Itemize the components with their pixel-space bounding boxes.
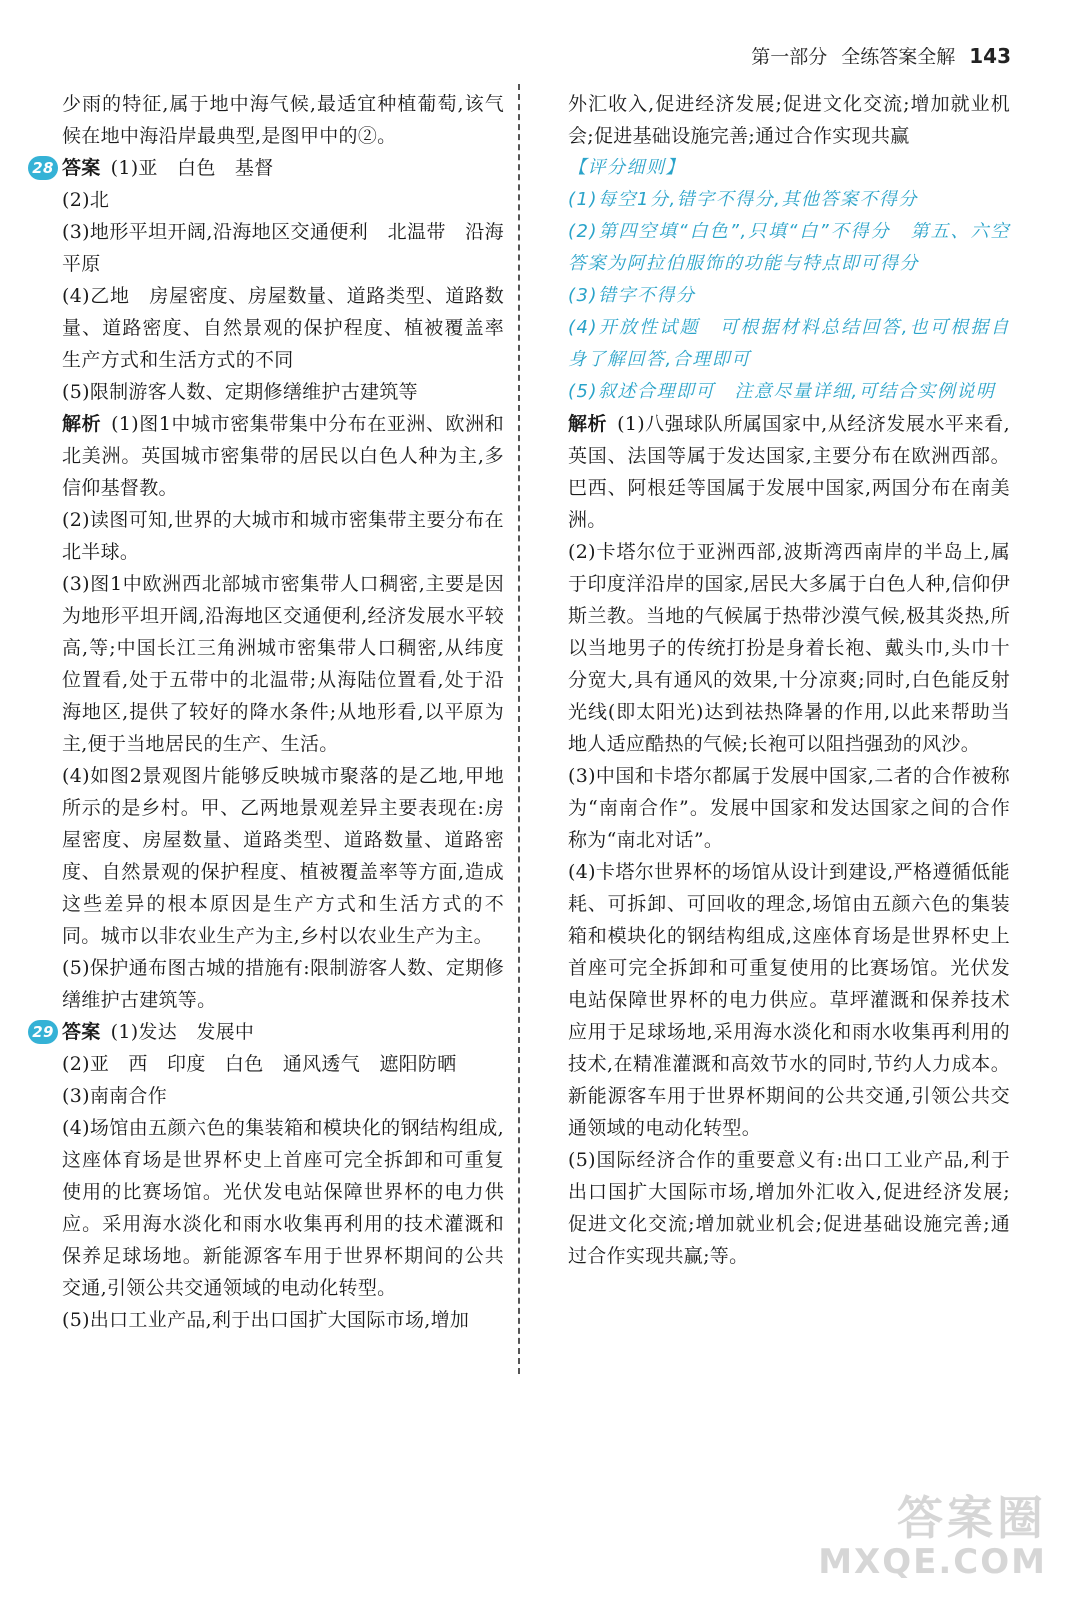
paragraph-text: (4)如图2景观图片能够反映城市聚落的是乙地,甲地所示的是乡村。甲、乙两地景观差异主要表现在:房屋密度、房屋数量、道路类型、道路数量、道路密度、自然景观的保护程度、植被覆盖率等方面,造成这些差异的根本原因是生产方式和生活方式的不同。城市以非农业生产为主,乡村以农业生产为主。 bbox=[62, 765, 504, 947]
paragraph-text: (3)地形平坦开阔,沿海地区交通便利 北温带 沿海 平原 bbox=[62, 221, 524, 275]
text-paragraph bbox=[62, 1048, 504, 1080]
paragraph-text: (2)读图可知,世界的大城市和城市密集带主要分布在北半球。 bbox=[62, 509, 504, 563]
scoring-item: (2)第四空填“白色”,只填“白”不得分 第五、六空答案为阿拉伯服饰的功能与特点即可得分 bbox=[568, 221, 1010, 274]
text-paragraph bbox=[568, 536, 1010, 760]
question-number-badge: 29 bbox=[28, 1020, 58, 1044]
scoring-rules bbox=[568, 152, 1010, 408]
text-paragraph bbox=[62, 88, 504, 152]
text-paragraph bbox=[62, 280, 524, 376]
column-divider bbox=[518, 84, 520, 1374]
paragraph-text: (4)卡塔尔世界杯的场馆从设计到建设,严格遵循低能耗、可拆卸、可回收的理念,场馆由五颜六色的集装箱和模块化的钢结构组成,这座体育场是世界杯史上首座可完全拆卸和可重复使用的比赛场馆。光伏发电站保障世界杯的电力供应。草坪灌溉和保养技术应用于足球场地,采用海水淡化和雨水收集再利用的技术,在精准灌溉和高效节水的同时,节约人力成本。新能源客车用于世界杯期间的公共交通,引领公共交通领域的电动化转型。 bbox=[568, 861, 1010, 1139]
paragraph-text: (3)南南合作 bbox=[62, 1085, 168, 1107]
paragraph-text: (5)国际经济合作的重要意义有:出口工业产品,利于出口国扩大国际市场,增加外汇收入,促进经济发展;促进文化交流;增加就业机会;促进基础设施完善;通过合作实现共赢;等。 bbox=[568, 1149, 1010, 1267]
text-paragraph bbox=[62, 376, 504, 408]
section-label: 解析 bbox=[62, 413, 102, 435]
paragraph-text: (4)场馆由五颜六色的集装箱和模块化的钢结构组成,这座体育场是世界杯史上首座可完全拆卸和可重复使用的比赛场馆。光伏发电站保障世界杯的电力供应。采用海水淡化和雨水收集再利用的技术灌溉和保养足球场地。新能源客车用于世界杯期间的公共交通,引领公共交通领域的电动化转型。 bbox=[62, 1117, 504, 1299]
text-paragraph bbox=[568, 760, 1010, 856]
paragraph-text: 外汇收入,促进经济发展;促进文化交流;增加就业机会;促进基础设施完善;通过合作实现共赢 bbox=[568, 93, 1010, 147]
paragraph-text: (2)卡塔尔位于亚洲西部,波斯湾西南岸的半岛上,属于印度洋沿岸的国家,居民大多属于白色人种,信仰伊斯兰教。当地的气候属于热带沙漠气候,极其炎热,所以当地男子的传统打扮是身着长袍、戴头巾,头巾十分宽大,具有通风的效果,十分凉爽;同时,白色能反射光线(即太阳光)达到祛热降暑的作用,以此来帮助当地人适应酷热的气候;长袍可以阻挡强劲的风沙。 bbox=[568, 541, 1010, 755]
header-section: 第一部分 bbox=[751, 46, 828, 68]
text-paragraph bbox=[62, 216, 524, 280]
watermark bbox=[818, 1492, 1047, 1580]
paragraph-text: (1)亚 白色 基督 bbox=[110, 157, 274, 179]
watermark-url: MXQE.COM bbox=[818, 1542, 1047, 1582]
paragraph-text: (1)发达 发展中 bbox=[110, 1021, 255, 1043]
paragraph-text: (5)保护通布图古城的措施有:限制游客人数、定期修缮维护古建筑等。 bbox=[62, 957, 504, 1011]
page-header bbox=[751, 42, 1011, 69]
text-paragraph bbox=[62, 1080, 504, 1112]
explanation-paragraph bbox=[62, 408, 504, 504]
section-label: 解析 bbox=[568, 413, 608, 435]
paragraph-text: (2)北 bbox=[62, 189, 110, 211]
right-bottom-block bbox=[568, 408, 1010, 1272]
scoring-item: (3)错字不得分 bbox=[568, 285, 696, 306]
text-paragraph bbox=[62, 504, 504, 568]
text-paragraph bbox=[568, 856, 1010, 1144]
question-answer bbox=[32, 1016, 504, 1048]
text-paragraph bbox=[568, 88, 1010, 152]
header-title: 全练答案全解 bbox=[841, 46, 956, 68]
paragraph-text: (5)出口工业产品,利于出口国扩大国际市场,增加 bbox=[62, 1309, 470, 1331]
paragraph-text: (5)限制游客人数、定期修缮维护古建筑等 bbox=[62, 381, 418, 403]
right-column bbox=[568, 88, 1010, 1272]
section-label: 答案 bbox=[62, 1021, 101, 1043]
scoring-title: 【评分细则】 bbox=[568, 157, 685, 178]
left-column bbox=[32, 88, 524, 1336]
paragraph-text: (3)图1中欧洲西北部城市密集带人口稠密,主要是因为地形平坦开阔,沿海地区交通便利,经济发展水平较高,等;中国长江三角洲城市密集带人口稠密,从纬度位置看,处于五带中的北温带;从海陆位置看,处于沿海地区,提供了较好的降水条件;从地形看,以平原为主,便于当地居民的生产、生活。 bbox=[62, 573, 504, 755]
text-paragraph bbox=[62, 760, 504, 952]
text-paragraph bbox=[62, 1304, 504, 1336]
paragraph-text: 少雨的特征,属于地中海气候,最适宜种植葡萄,该气候在地中海沿岸最典型,是图甲中的②。 bbox=[62, 93, 504, 147]
question-number-badge: 28 bbox=[28, 156, 58, 180]
paragraph-text: (1)图1中城市密集带集中分布在亚洲、欧洲和北美洲。英国城市密集带的居民以白色人种为主,多信仰基督教。 bbox=[62, 413, 504, 499]
scoring-item: (4)开放性试题 可根据材料总结回答,也可根据自身了解回答,合理即可 bbox=[568, 317, 1010, 370]
paragraph-text: (1)八强球队所属国家中,从经济发展水平来看,英国、法国等属于发达国家,主要分布在欧洲西部。巴西、阿根廷等国属于发展中国家,两国分布在南美洲。 bbox=[568, 413, 1010, 531]
right-top-block bbox=[568, 88, 1010, 152]
watermark-logo: 答案圈 bbox=[897, 1491, 1047, 1545]
scoring-item: (5)叙述合理即可 注意尽量详细,可结合实例说明 bbox=[568, 381, 996, 402]
text-paragraph bbox=[568, 1144, 1010, 1272]
text-paragraph bbox=[62, 184, 504, 216]
page-number: 143 bbox=[969, 44, 1011, 68]
question-answer bbox=[32, 152, 504, 184]
text-paragraph bbox=[62, 952, 504, 1016]
paragraph-text: (4)乙地 房屋密度、房屋数量、道路类型、道路数量、道路密度、自然景观的保护程度、植被覆盖率 生产方式和生活方式的不同 bbox=[62, 285, 524, 371]
section-label: 答案 bbox=[62, 157, 101, 179]
paragraph-text: (3)中国和卡塔尔都属于发展中国家,二者的合作被称为“南南合作”。发展中国家和发达国家之间的合作称为“南北对话”。 bbox=[568, 765, 1010, 851]
text-paragraph bbox=[62, 1112, 504, 1304]
scoring-item: (1)每空1分,错字不得分,其他答案不得分 bbox=[568, 189, 918, 210]
paragraph-text: (2)亚 西 印度 白色 通风透气 遮阳防晒 bbox=[62, 1053, 457, 1075]
explanation-paragraph bbox=[568, 408, 1010, 536]
text-paragraph bbox=[62, 568, 504, 760]
